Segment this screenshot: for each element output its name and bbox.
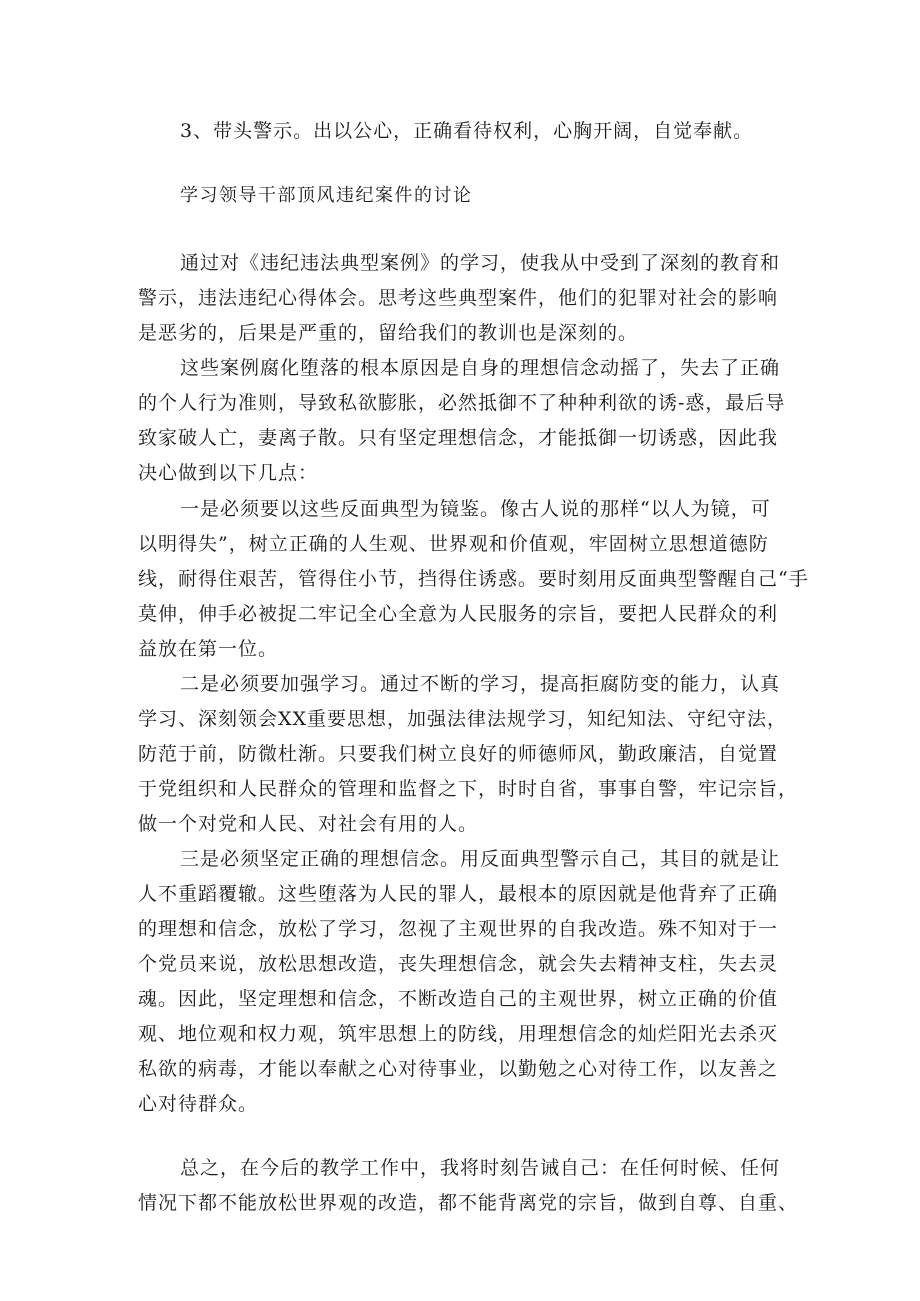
paragraph-line: 警示，违法违纪心得体会。思考这些典型案件，他们的犯罪对社会的影响 <box>138 287 779 309</box>
paragraph-line: 防范于前，防微杜渐。只要我们树立良好的师德师风，勤政廉洁，自觉置 <box>138 743 779 765</box>
paragraph-line: 通过对《违纪违法典型案例》的学习，使我从中受到了深刻的教育和 <box>180 252 781 274</box>
paragraph-line: 魂。因此，坚定理想和信念，不断改造自己的主观世界，树立正确的价值 <box>138 988 779 1010</box>
paragraph-line: 心对待群众。 <box>138 1093 259 1115</box>
paragraph-line: 做一个对党和人民、对社会有用的人。 <box>138 813 479 835</box>
paragraph-line: 致家破人亡，妻离子散。只有坚定理想信念，才能抵御一切诱惑，因此我 <box>138 427 779 449</box>
paragraph-line: 三是必须坚定正确的理想信念。用反面典型警示自己，其目的就是让 <box>180 848 781 870</box>
numbered-item: 3、带头警示。出以公心，正确看待权利，心胸开阔，自觉奉献。 <box>180 120 754 142</box>
paragraph-line: 个党员来说，放松思想改造，丧失理想信念，就会失去精神支柱，失去灵 <box>138 953 779 975</box>
paragraph-line: 益放在第一位。 <box>138 638 279 660</box>
paragraph-line: 私欲的病毒，才能以奉献之心对待事业，以勤勉之心对待工作，以友善之 <box>138 1058 779 1080</box>
paragraph-line: 的个人行为准则，导致私欲膨胀，必然抵御不了种种利欲的诱-惑，最后导 <box>138 392 786 414</box>
paragraph-line: 人不重蹈覆辙。这些堕落为人民的罪人，最根本的原因就是他背弃了正确 <box>138 883 779 905</box>
section-title: 学习领导干部顶风违纪案件的讨论 <box>180 185 473 206</box>
paragraph-line: 总之，在今后的教学工作中，我将时刻告诫自己：在任何时候、任何 <box>180 1157 781 1179</box>
paragraph-line: 决心做到以下几点： <box>138 462 319 484</box>
paragraph-line: 于党组织和人民群众的管理和监督之下，时时自省，事事自警，牢记宗旨， <box>138 778 799 800</box>
paragraph-line: 的理想和信念，放松了学习，忽视了主观世界的自我改造。殊不知对于一 <box>138 918 779 940</box>
paragraph-line: 莫伸，伸手必被捉二牢记全心全意为人民服务的宗旨，要把人民群众的利 <box>138 603 779 625</box>
paragraph-line: 以明得失”，树立正确的人生观、世界观和价值观，牢固树立思想道德防 <box>138 533 769 555</box>
paragraph-line: 一是必须要以这些反面典型为镜鉴。像古人说的那样“以人为镜，可 <box>180 498 771 520</box>
paragraph-line: 这些案例腐化堕落的根本原因是自身的理想信念动摇了，失去了正确 <box>180 357 781 379</box>
paragraph-line: 是恶劣的，后果是严重的，留给我们的教训也是深刻的。 <box>138 322 639 344</box>
paragraph-line: 学习、深刻领会XX重要思想，加强法律法规学习，知纪知法、守纪守法， <box>138 708 788 730</box>
paragraph-line: 观、地位观和权力观，筑牢思想上的防线，用理想信念的灿烂阳光去杀灭 <box>138 1023 779 1045</box>
paragraph-line: 二是必须要加强学习。通过不断的学习，提高拒腐防变的能力，认真 <box>180 673 781 695</box>
paragraph-line: 情况下都不能放松世界观的改造，都不能背离党的宗旨，做到自尊、自重、 <box>138 1192 799 1214</box>
paragraph-line: 线，耐得住艰苦，管得住小节，挡得住诱惑。要时刻用反面典型警醒自己“手 <box>138 568 809 590</box>
